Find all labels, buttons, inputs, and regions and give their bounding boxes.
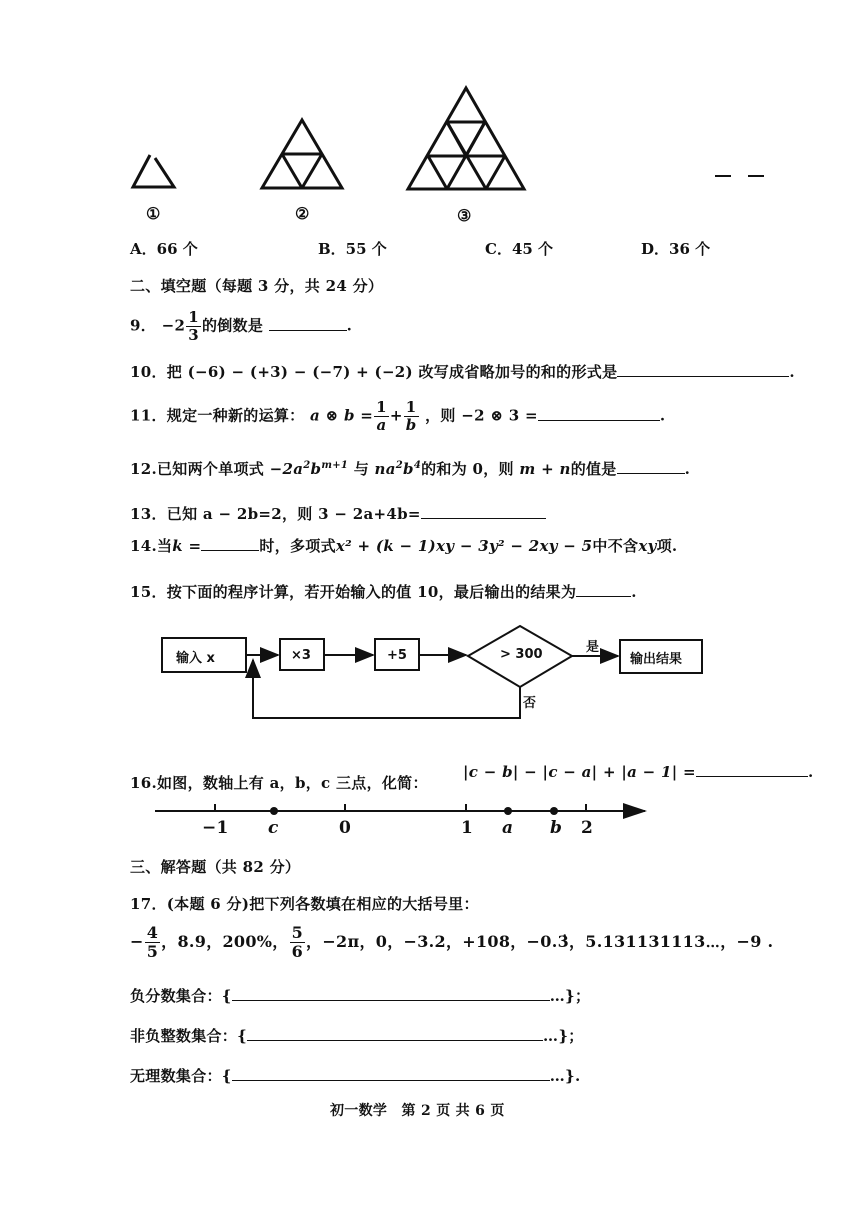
question-16 [130,772,428,793]
q16-expression-line: |c − b| − |c − a| + |a − 1| = . [463,763,814,781]
option-d: D．36 个 [641,240,711,258]
q17-fraction-2: $\frac{5}{6}$ [291,923,304,961]
question-9: 9． −2 $\frac{1}{3}$ 的倒数是 . [130,308,353,344]
q11-fraction-2: $\frac{1}{b}$ [405,398,417,434]
numberline-label-neg1: −1 [202,818,229,838]
q15-answer-blank[interactable] [576,582,631,597]
q10-number: 10． [130,363,167,381]
option-c: C．45 个 [485,240,554,258]
triangle-figure-2 [262,120,342,188]
q16-text: 16.如图，数轴上有 a，b，c 三点，化简： [130,774,428,792]
q9-whole: −2 [161,316,186,335]
q11-answer-blank[interactable] [538,406,660,421]
question-13 [130,503,546,524]
option-b: B．55 个 [318,240,387,258]
q13-text: 13．已知 a − 2b=2，则 3 − 2a+4b= [130,505,421,523]
q12-monomial-2: $na^2b^4$ [374,460,422,478]
flow-no-label: 否 [523,696,537,711]
set-negative-fractions: 负分数集合：{ …}； [130,987,591,1005]
numberline-label-a: a [502,818,514,838]
q16-expression: |c − b| − |c − a| + |a − 1| = [463,763,696,781]
question-17: 17．(本题 6 分)把下列各数填在相应的大括号里： [130,895,479,913]
option-a: A．66 个 [130,240,198,258]
triangle-figure-3 [408,88,524,189]
q9-number: 9． [130,316,157,335]
q12-answer-blank[interactable] [617,459,685,474]
number-line [0,795,867,845]
q11-expression: a ⊗ b = [310,406,374,425]
set-nonnegative-integers-blank[interactable] [247,1026,543,1041]
q14-answer-blank[interactable] [201,536,259,551]
q9-answer-blank[interactable] [269,316,347,331]
q10-text: 把 (−6) − (+3) − (−7) + (−2) 改写成省略加号的和的形式是 [166,363,618,381]
numberline-point-c [270,807,278,815]
q10-answer-blank[interactable] [617,362,789,377]
q14-k: k = [172,537,202,555]
flow-output-label: 输出结果 [630,652,683,667]
set-negative-fractions-blank[interactable] [232,986,550,1001]
numberline-point-a [504,807,512,815]
q11-fraction-1: $\frac{1}{a}$ [376,398,387,434]
q15-text: 15．按下面的程序计算，若开始输入的值 10，最后输出的结果为 [130,583,577,601]
flow-plus5-label: +5 [387,648,407,663]
set-irrationals: 无理数集合：{ …}. [130,1067,581,1085]
flow-yes-label: 是 [586,640,600,655]
set-irrationals-blank[interactable] [232,1066,550,1081]
set-nonnegative-integers: 非负整数集合：{ …}； [130,1027,584,1045]
question-10: 10．把 (−6) − (+3) − (−7) + (−2) 改写成省略加号的和的形式是 . [130,363,795,381]
q17-fraction-1: $\frac{4}{5}$ [146,923,159,961]
q14-polynomial: x² + (k − 1)xy − 3y² − 2xy − 5 [335,537,593,555]
flow-condition-label: > 300 [500,647,543,662]
q11-text-2: ，则 −2 ⊗ 3 = [425,406,538,425]
numberline-label-2: 2 [581,818,594,838]
section-2-title: 二、填空题（每题 3 分，共 24 分） [130,277,384,295]
q11-text-1: 规定一种新的运算： [166,406,305,425]
flow-times3-label: ×3 [291,648,311,663]
figure-label-3: ③ [457,206,472,225]
numberline-label-c: c [268,818,279,838]
numberline-label-b: b [550,818,563,838]
q17-number-list: − $\frac{4}{5}$ ，8.9，200%， $\frac{5}{6}$ ，−2π，0，−3.2，+108，−0.3̇，5.131131113⋯，−9 . [130,923,774,961]
question-12: 12.已知两个单项式 $-2a^2b^{m+1}$ 与 $na^2b^4$的和为 0，则 m + n的值是 . [130,460,691,478]
numberline-point-b [550,807,558,815]
flow-input-label: 输入 x [176,651,215,666]
q9-text: 的倒数是 [201,316,264,335]
q12-monomial-1: $-2a^2b^{m+1}$ [269,460,349,478]
triangle-figure-1 [133,155,174,187]
numberline-label-0: 0 [339,818,352,838]
triangle-figures [0,80,867,200]
numberline-label-1: 1 [461,818,474,838]
figure-label-2: ② [295,204,310,223]
q16-answer-blank[interactable] [696,762,808,777]
q11-number: 11． [130,406,167,425]
page-footer: 初一数学 第 2 页 共 6 页 [330,1103,505,1119]
section-3-title: 三、解答题（共 82 分） [130,858,301,876]
q9-fraction: $\frac{1}{3}$ [188,308,199,344]
question-15: 15．按下面的程序计算，若开始输入的值 10，最后输出的结果为 . [130,583,637,601]
q12-expression: m + n [519,460,571,478]
figure-label-1: ① [146,204,161,223]
question-11: 11．规定一种新的运算： a ⊗ b = $\frac{1}{a}$ + $\frac{1}{b}$ ，则 −2 ⊗ 3 = . [130,398,666,434]
flowchart [0,610,867,730]
q13-answer-blank[interactable] [421,504,546,519]
question-14: 14.当k = 时，多项式x² + (k − 1)xy − 3y² − 2xy − 5中不含xy项. [130,537,678,555]
